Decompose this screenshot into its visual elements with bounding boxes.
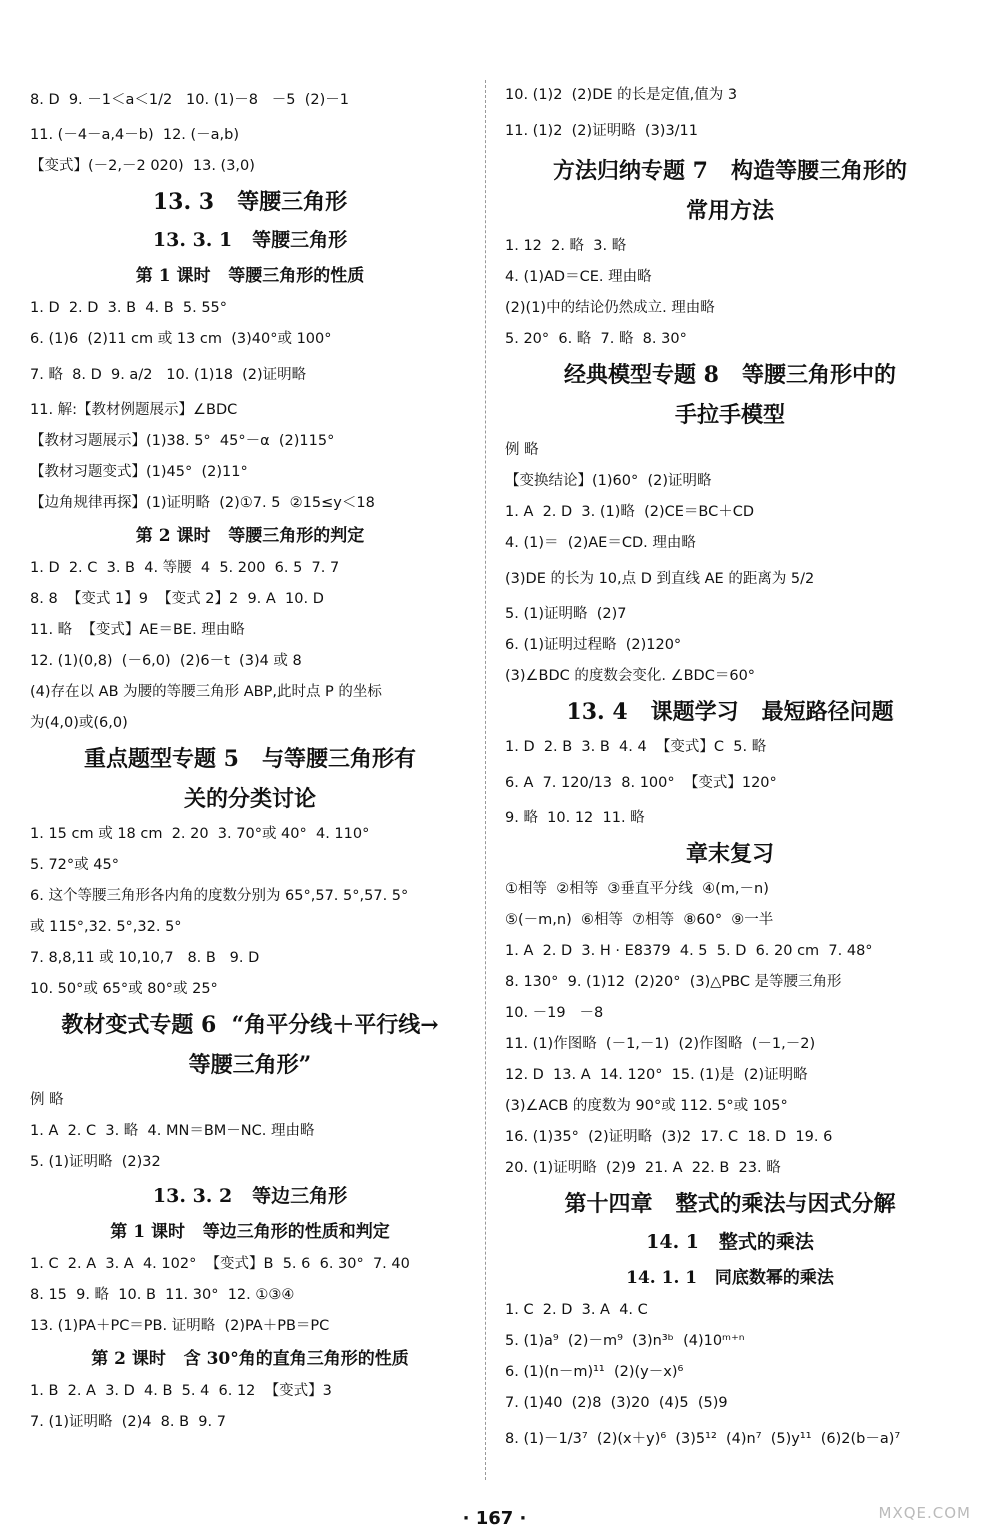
section-heading: 14. 1 整式的乘法 xyxy=(646,1231,814,1253)
answer-line: 8. 130° 9. (1)12 (2)20° (3)△PBC 是等腰三角形 xyxy=(505,974,842,990)
answer-line: (3)DE 的长为 10,点 D 到直线 AE 的距离为 5/2 xyxy=(505,570,815,587)
answer-line: (3)∠ACB 的度数为 90°或 112. 5°或 105° xyxy=(505,1098,788,1114)
left-column xyxy=(30,80,470,1438)
answer-line: 例 略 xyxy=(30,1092,64,1108)
answer-line: 12. (1)(0,8) (－6,0) (2)6－t (3)4 或 8 xyxy=(30,653,302,669)
answer-line: 9. 略 10. 12 11. 略 xyxy=(505,810,645,826)
answer-line: 13. (1)PA＋PC＝PB. 证明略 (2)PA＋PB＝PC xyxy=(30,1318,330,1334)
section-heading: 第 2 课时 含 30°角的直角三角形的性质 xyxy=(91,1349,409,1369)
answer-line: 11. (－4－a,4－b) 12. (－a,b) xyxy=(30,127,240,143)
section-heading: 13. 4 课题学习 最短路径问题 xyxy=(566,699,894,725)
answer-line: 6. A 7. 120/13 8. 100° 【变式】120° xyxy=(505,774,777,791)
answer-line: 1. D 2. C 3. B 4. 等腰 4 5. 200 6. 5 7. 7 xyxy=(30,560,340,576)
answer-line: 【变换结论】(1)60° (2)证明略 xyxy=(505,473,712,489)
answer-line: 1. B 2. A 3. D 4. B 5. 4 6. 12 【变式】3 xyxy=(30,1383,332,1399)
answer-line: 1. D 2. B 3. B 4. 4 【变式】C 5. 略 xyxy=(505,739,767,755)
section-heading: 方法归纳专题 7 构造等腰三角形的 xyxy=(553,158,907,184)
answer-line: 7. (1)40 (2)8 (3)20 (4)5 (5)9 xyxy=(505,1395,728,1411)
answer-line: 5. 72°或 45° xyxy=(30,857,119,873)
answer-line: 1. C 2. A 3. A 4. 102° 【变式】B 5. 6 6. 30° 7. 40 xyxy=(30,1256,410,1272)
right-column xyxy=(505,80,955,1459)
answer-line: 【变式】(－2,－2 020) 13. (3,0) xyxy=(30,158,255,174)
section-heading: 手拉手模型 xyxy=(674,402,785,428)
section-heading: 常用方法 xyxy=(685,198,774,224)
answer-line: 【教材习题展示】(1)38. 5° 45°－α (2)115° xyxy=(30,433,335,449)
answer-line: 4. (1)AD＝CE. 理由略 xyxy=(505,269,652,285)
answer-line: 1. D 2. D 3. B 4. B 5. 55° xyxy=(30,300,228,316)
answer-line: 5. (1)证明略 (2)7 xyxy=(505,606,627,622)
answer-line: 6. (1)证明过程略 (2)120° xyxy=(505,637,682,653)
answer-line: 10. －19 －8 xyxy=(505,1005,604,1021)
answer-line: 10. (1)2 (2)DE 的长是定值,值为 3 xyxy=(505,87,738,103)
page-number: · 167 · xyxy=(462,1508,527,1529)
section-heading: 14. 1. 1 同底数幂的乘法 xyxy=(626,1268,834,1288)
section-heading: 第 1 课时 等边三角形的性质和判定 xyxy=(110,1222,390,1242)
section-heading: 13. 3. 2 等边三角形 xyxy=(152,1185,348,1207)
answer-line: 1. C 2. D 3. A 4. C xyxy=(505,1302,648,1318)
answer-line: 8. (1)－1/3⁷ (2)(x＋y)⁶ (3)5¹² (4)n⁷ (5)y¹¹ (6)2(b－a)⁷ xyxy=(505,1430,901,1447)
answer-line: 20. (1)证明略 (2)9 21. A 22. B 23. 略 xyxy=(505,1160,781,1176)
answer-line: 5. 20° 6. 略 7. 略 8. 30° xyxy=(505,331,687,347)
answer-line: 8. D 9. －1＜a＜1/2 10. (1)－8 －5 (2)－1 xyxy=(30,91,350,108)
answer-line: 7. 8,8,11 或 10,10,7 8. B 9. D xyxy=(30,950,260,966)
section-heading: 等腰三角形” xyxy=(188,1052,312,1078)
answer-line: 10. 50°或 65°或 80°或 25° xyxy=(30,981,218,997)
answer-line: 为(4,0)或(6,0) xyxy=(30,715,128,731)
answer-line: 1. A 2. C 3. 略 4. MN＝BM－NC. 理由略 xyxy=(30,1123,315,1139)
section-heading: 13. 3. 1 等腰三角形 xyxy=(152,229,348,251)
answer-line: 【教材习题变式】(1)45° (2)11° xyxy=(30,464,248,480)
answer-line: 11. 解:【教材例题展示】∠BDC xyxy=(30,402,238,418)
answer-line: (2)(1)中的结论仍然成立. 理由略 xyxy=(505,300,715,316)
answer-line: 16. (1)35° (2)证明略 (3)2 17. C 18. D 19. 6 xyxy=(505,1129,833,1145)
answer-line: 11. (1)作图略 (－1,－1) (2)作图略 (－1,－2) xyxy=(505,1036,816,1052)
column-divider xyxy=(485,80,486,1480)
answer-line: ①相等 ②相等 ③垂直平分线 ④(m,－n) xyxy=(505,881,769,897)
answer-line: 6. (1)(n－m)¹¹ (2)(y－x)⁶ xyxy=(505,1364,684,1380)
answer-line: (4)存在以 AB 为腰的等腰三角形 ABP,此时点 P 的坐标 xyxy=(30,684,382,700)
section-heading: 重点题型专题 5 与等腰三角形有 xyxy=(84,746,416,772)
section-heading: 第 1 课时 等腰三角形的性质 xyxy=(135,266,365,286)
answer-line: 5. (1)a⁹ (2)－m⁹ (3)n³ᵇ (4)10ᵐ⁺ⁿ xyxy=(505,1333,745,1349)
answer-line: 6. (1)6 (2)11 cm 或 13 cm (3)40°或 100° xyxy=(30,331,332,347)
answer-line: (3)∠BDC 的度数会变化. ∠BDC＝60° xyxy=(505,668,756,684)
answer-line: 1. A 2. D 3. (1)略 (2)CE＝BC＋CD xyxy=(505,504,755,520)
section-heading: 章末复习 xyxy=(685,841,774,867)
answer-line: 8. 8 【变式 1】9 【变式 2】2 9. A 10. D xyxy=(30,591,324,607)
answer-line: 11. (1)2 (2)证明略 (3)3/11 xyxy=(505,122,699,139)
answer-line: 7. (1)证明略 (2)4 8. B 9. 7 xyxy=(30,1414,226,1430)
answer-line: 6. 这个等腰三角形各内角的度数分别为 65°,57. 5°,57. 5° xyxy=(30,888,409,904)
answer-line: 1. 12 2. 略 3. 略 xyxy=(505,238,627,254)
answer-line: 【边角规律再探】(1)证明略 (2)①7. 5 ②15≤y＜18 xyxy=(30,495,375,511)
answer-line: 5. (1)证明略 (2)32 xyxy=(30,1154,161,1170)
section-heading: 教材变式专题 6 “角平分线＋平行线→ xyxy=(61,1012,439,1038)
answer-line: 8. 15 9. 略 10. B 11. 30° 12. ①③④ xyxy=(30,1287,295,1303)
section-heading: 关的分类讨论 xyxy=(183,786,316,812)
section-heading: 第 2 课时 等腰三角形的判定 xyxy=(135,526,365,546)
answer-line: 7. 略 8. D 9. a/2 10. (1)18 (2)证明略 xyxy=(30,366,307,383)
watermark: MXQE.COM xyxy=(878,1504,971,1522)
section-heading: 第十四章 整式的乘法与因式分解 xyxy=(564,1191,896,1217)
answer-line: ⑤(－m,n) ⑥相等 ⑦相等 ⑧60° ⑨一半 xyxy=(505,912,774,928)
answer-line: 1. A 2. D 3. H · E8379 4. 5 5. D 6. 20 cm 7. 48° xyxy=(505,943,873,959)
section-heading: 经典模型专题 8 等腰三角形中的 xyxy=(564,362,896,388)
section-heading: 13. 3 等腰三角形 xyxy=(152,189,348,215)
answer-line: 或 115°,32. 5°,32. 5° xyxy=(30,919,182,935)
answer-line: 例 略 xyxy=(505,442,539,458)
answer-line: 4. (1)＝ (2)AE＝CD. 理由略 xyxy=(505,535,696,551)
answer-line: 11. 略 【变式】AE＝BE. 理由略 xyxy=(30,622,245,638)
answer-line: 12. D 13. A 14. 120° 15. (1)是 (2)证明略 xyxy=(505,1067,808,1083)
answer-line: 1. 15 cm 或 18 cm 2. 20 3. 70°或 40° 4. 110° xyxy=(30,826,370,842)
